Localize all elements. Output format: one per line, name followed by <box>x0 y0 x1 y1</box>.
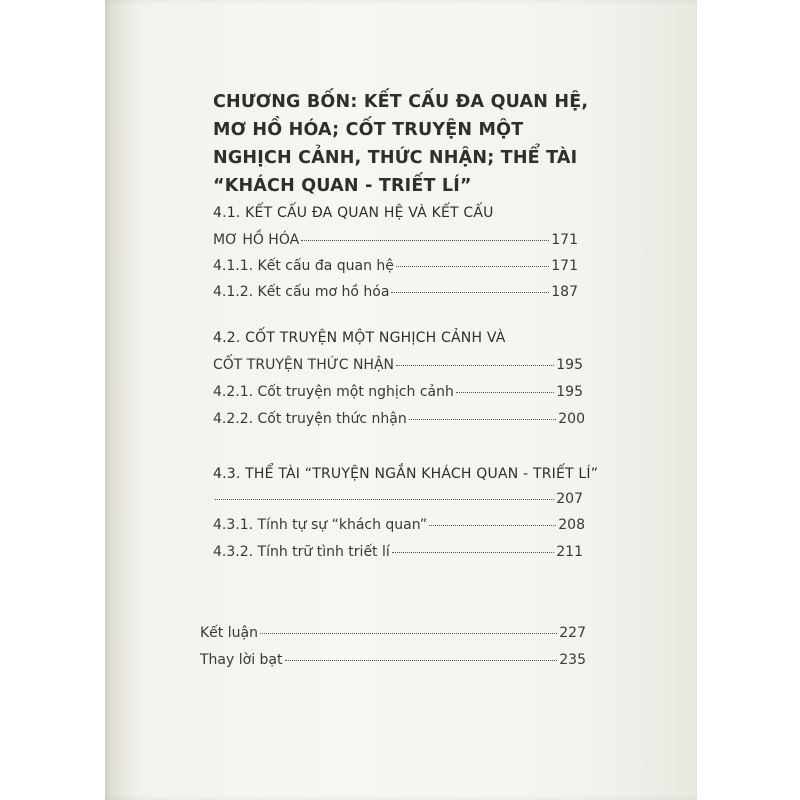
toc-entry-afterword <box>200 652 586 676</box>
chapter-title-line: CHƯƠNG BỐN: KẾT CẤU ĐA QUAN HỆ, <box>213 92 589 112</box>
page-number: 235 <box>559 652 586 668</box>
dot-leader <box>301 240 549 241</box>
dot-leader <box>285 660 558 661</box>
toc-entry-label: CỐT TRUYỆN THỨC NHẬN <box>213 357 395 373</box>
dot-leader <box>260 633 557 634</box>
chapter-title-line: “KHÁCH QUAN - TRIẾT LÍ” <box>213 176 472 196</box>
toc-entry-4-1 <box>213 232 578 256</box>
toc-entry-4-2-2 <box>213 411 585 435</box>
page-number: 171 <box>551 232 578 248</box>
page-number: 208 <box>558 517 585 533</box>
toc-entry-label: 4.2.1. Cốt truyện một nghịch cảnh <box>213 384 454 400</box>
toc-entry-label: 4.2.2. Cốt truyện thức nhận <box>213 411 407 427</box>
toc-entry-conclusion <box>200 625 586 649</box>
toc-entry-4-2-1 <box>213 384 583 408</box>
toc-entry-4-3 <box>213 491 583 515</box>
toc-entry-4-1-1 <box>213 258 578 282</box>
toc-entry-label: MƠ HỒ HÓA <box>213 232 300 248</box>
toc-entry-4-3-1 <box>213 517 585 541</box>
dot-leader <box>396 266 549 267</box>
page-number: 200 <box>558 411 585 427</box>
page-number: 227 <box>559 625 586 641</box>
toc-entry-label: 4.1.1. Kết cấu đa quan hệ <box>213 258 394 274</box>
page-number: 195 <box>556 384 583 400</box>
toc-entry-label: Kết luận <box>200 625 258 641</box>
toc-entry-4-1-2 <box>213 284 578 308</box>
page-number: 187 <box>551 284 578 300</box>
toc-entry-label: 4.3.2. Tính trữ tình triết lí <box>213 544 390 560</box>
chapter-title-line: NGHỊCH CẢNH, THỨC NHẬN; THỂ TÀI <box>213 148 578 168</box>
toc-entry-label: 4.3.1. Tính tự sự “khách quan” <box>213 517 428 533</box>
section-heading-4-1: 4.1. KẾT CẤU ĐA QUAN HỆ VÀ KẾT CẤU <box>213 205 494 221</box>
chapter-title <box>213 88 589 200</box>
dot-leader <box>456 392 554 393</box>
section-heading-4-3: 4.3. THỂ TÀI “TRUYỆN NGẮN KHÁCH QUAN - TRIẾT LÍ” <box>213 466 599 482</box>
page-number: 207 <box>556 491 583 507</box>
book-page <box>105 0 697 800</box>
dot-leader <box>215 499 554 500</box>
chapter-title-line: MƠ HỒ HÓA; CỐT TRUYỆN MỘT <box>213 120 524 140</box>
dot-leader <box>429 525 556 526</box>
toc-entry-4-2 <box>213 357 583 381</box>
toc-entry-label: 4.1.2. Kết cấu mơ hồ hóa <box>213 284 390 300</box>
dot-leader <box>396 365 554 366</box>
dot-leader <box>392 552 554 553</box>
toc-entry-label: Thay lời bạt <box>200 652 283 668</box>
toc-entry-4-3-2 <box>213 544 583 568</box>
dot-leader <box>409 419 557 420</box>
page-number: 171 <box>551 258 578 274</box>
dot-leader <box>391 292 549 293</box>
page-number: 211 <box>556 544 583 560</box>
section-heading-4-2: 4.2. CỐT TRUYỆN MỘT NGHỊCH CẢNH VÀ <box>213 330 506 346</box>
page-number: 195 <box>556 357 583 373</box>
